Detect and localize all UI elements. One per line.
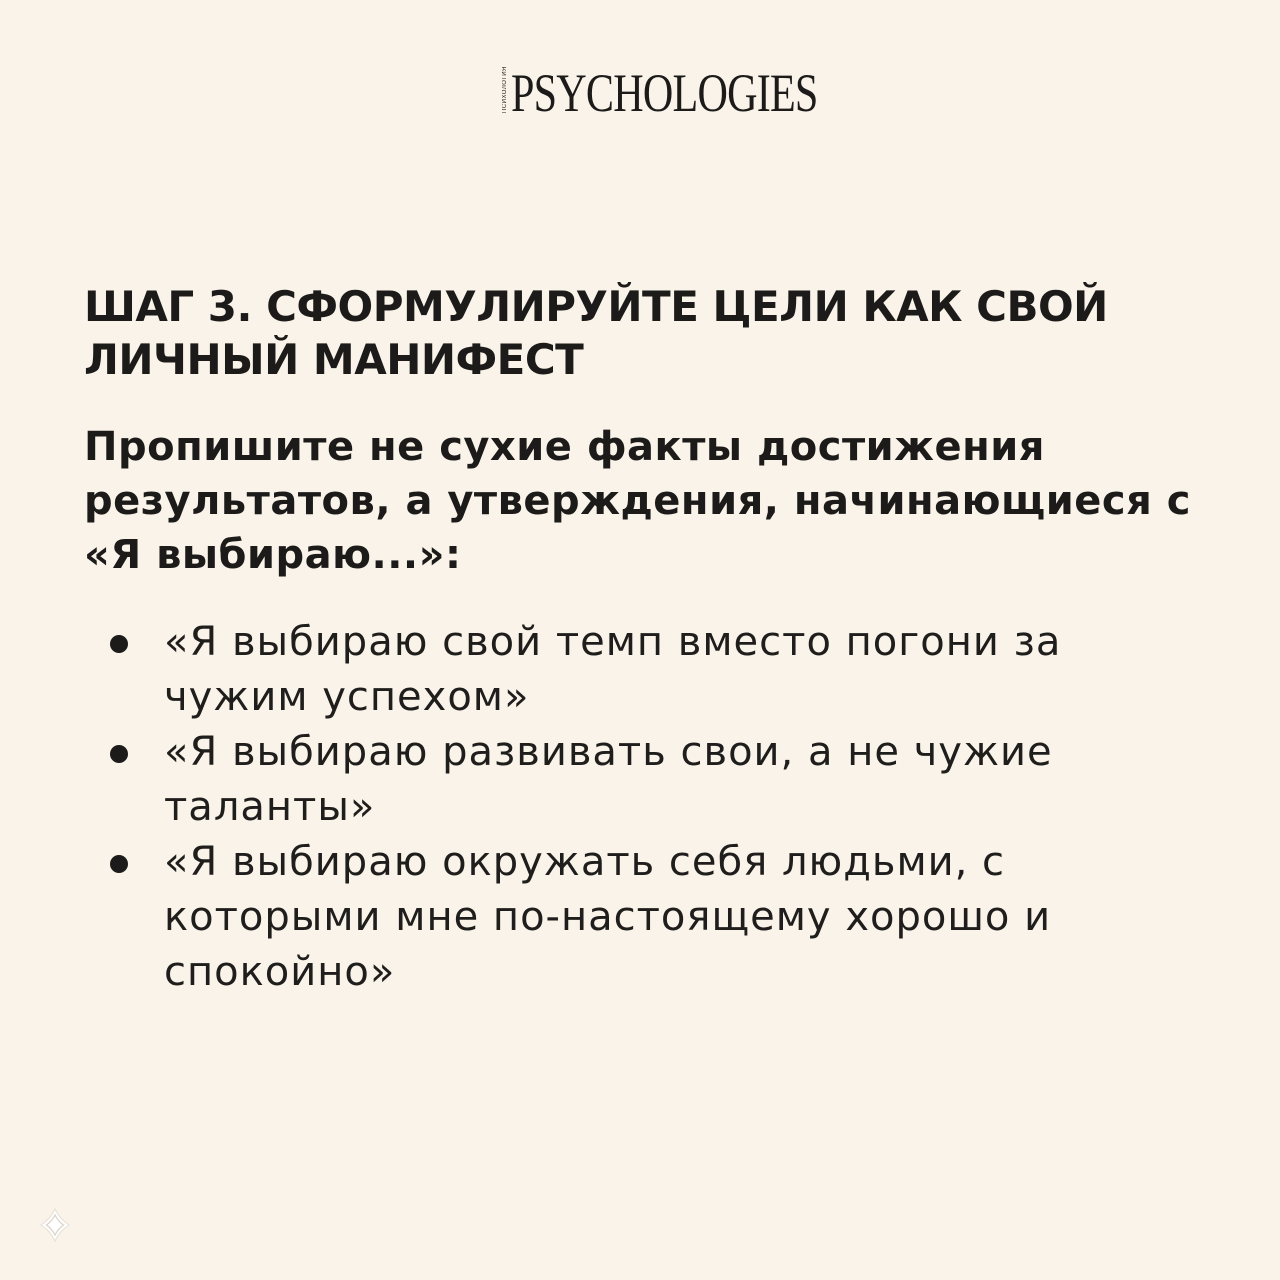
bullet-dot-icon xyxy=(110,855,128,873)
intro-text: Пропишите не сухие факты достижения результатов, а утверждения, начинающиеся с «Я выбираю...»: xyxy=(84,424,1191,578)
diamond-sparkle-icon xyxy=(40,1208,70,1242)
list-item xyxy=(110,725,1190,835)
list-item xyxy=(110,615,1190,725)
logo-subtitle: ПСИХОЛОГИЯ xyxy=(501,66,508,114)
step-heading: ШАГ 3. СФОРМУЛИРУЙТЕ ЦЕЛИ КАК СВОЙ ЛИЧНЫЙ МАНИФЕСТ xyxy=(84,282,1108,384)
logo-wordmark: PSYCHOLOGIES xyxy=(510,63,818,123)
list-item-text: «Я выбираю свой темп вместо погони за чужим успехом» xyxy=(164,619,1062,720)
manifesto-list xyxy=(110,615,1190,1000)
bullet-dot-icon xyxy=(110,745,128,763)
list-item xyxy=(110,835,1190,1000)
list-item-text: «Я выбираю развивать свои, а не чужие таланты» xyxy=(164,729,1053,830)
list-item-text: «Я выбираю окружать себя людьми, с которыми мне по-настоящему хорошо и спокойно» xyxy=(164,839,1052,995)
bullet-dot-icon xyxy=(110,635,128,653)
brand-logo xyxy=(0,63,1280,136)
